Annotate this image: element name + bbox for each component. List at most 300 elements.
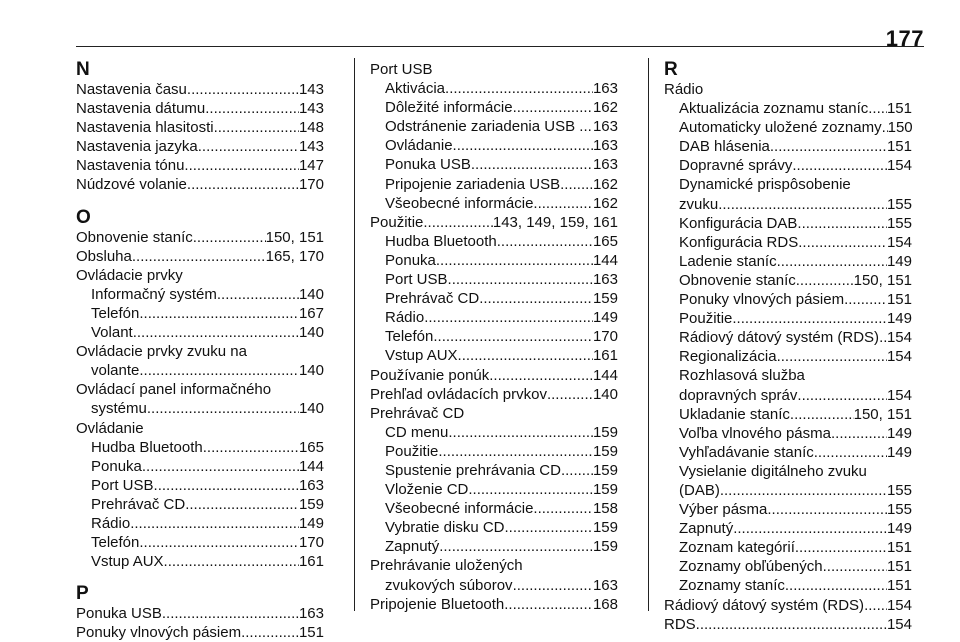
dot-leader (696, 615, 887, 634)
index-entry-page: 159 (592, 442, 618, 460)
index-entry (370, 308, 618, 327)
index-entry-page: 148 (298, 119, 324, 137)
column-divider (354, 58, 355, 611)
index-entry-page: 154 (886, 157, 912, 175)
index-entry-page: 143 (298, 138, 324, 156)
dot-leader (139, 361, 299, 380)
index-section-letter: O (76, 206, 91, 228)
index-entry-term: Konfigurácia DAB (679, 214, 798, 232)
index-entry (76, 514, 324, 533)
index-entry-page: 163 (592, 156, 618, 174)
index-entry (76, 495, 324, 514)
dot-leader (505, 518, 593, 537)
index-heading: Vysielanie digitálneho zvuku (679, 462, 867, 480)
index-entry-term: Voľba vlnového pásma (679, 424, 831, 442)
index-entry-page: 167 (298, 304, 324, 322)
index-entry-page: 165 (298, 438, 324, 456)
column-divider (648, 58, 649, 611)
dot-leader (720, 481, 887, 500)
index-entry-page: 162 (592, 99, 618, 117)
index-entry-term: Aktivácia (385, 80, 446, 98)
index-entry-term: Rádio (385, 309, 425, 327)
index-entry-term: zvukových súborov (385, 576, 513, 594)
index-entry (370, 175, 618, 194)
index-heading: Ovládacie prvky zvuku na (76, 343, 247, 361)
index-entry-term: Všeobecné informácie (385, 500, 534, 518)
index-entry (76, 156, 324, 175)
index-entry (664, 99, 912, 118)
index-heading: Dynamické prispôsobenie (679, 176, 851, 194)
index-entry-term: Pripojenie zariadenia USB (385, 175, 561, 193)
dot-leader (439, 537, 593, 556)
index-entry (370, 136, 618, 155)
index-heading: Rozhlasová služba (679, 367, 805, 385)
index-entry-page: 151 (886, 138, 912, 156)
dot-leader (797, 214, 887, 233)
index-heading: Port USB (370, 61, 433, 78)
index-heading: Ovládanie (76, 419, 144, 437)
index-entry-page: 154 (886, 348, 912, 366)
index-entry-page: 149 (886, 520, 912, 538)
index-entry (664, 519, 912, 538)
index-entry (664, 538, 912, 557)
index-entry (370, 79, 618, 98)
index-entry (76, 623, 324, 642)
index-entry-page: 154 (886, 329, 912, 347)
index-entry-term: Dopravné správy (679, 157, 793, 175)
index-entry (76, 99, 324, 118)
index-entry-page: 168 (592, 595, 618, 613)
index-entry (76, 228, 324, 247)
index-entry-page: 170 (592, 328, 618, 346)
dot-leader (767, 500, 887, 519)
index-entry (76, 175, 324, 194)
index-column-2 (370, 60, 618, 614)
index-heading: Prehrávanie uložených (370, 557, 523, 575)
index-entry-page: 149 (886, 310, 912, 328)
index-section-letter: P (76, 583, 89, 605)
index-entry (664, 405, 912, 424)
index-entry-term: Pripojenie Bluetooth (370, 595, 505, 613)
dot-leader (453, 136, 593, 155)
index-entry-page: 159 (592, 423, 618, 441)
index-entry-term: Ponuka USB (76, 605, 162, 623)
index-entry (370, 385, 618, 404)
dot-leader (139, 533, 299, 552)
index-entry-page: 151 (886, 291, 912, 309)
dot-leader (187, 80, 299, 99)
index-entry-term: Spustenie prehrávania CD (385, 461, 561, 479)
index-entry (664, 309, 912, 328)
dot-leader (445, 79, 593, 98)
index-entry-term: Port USB (385, 271, 448, 289)
index-entry-term: Ovládanie (385, 137, 453, 155)
index-entry-term: Rádio (91, 514, 131, 532)
dot-leader (718, 195, 887, 214)
index-entry-page: 143, 149, 159, 161 (492, 213, 618, 231)
index-entry-page: 163 (592, 576, 618, 594)
index-entry-page: 150 (887, 119, 913, 137)
dot-leader (433, 327, 593, 346)
index-entry-term: Zapnutý (385, 538, 440, 556)
index-entry-term: Ponuky vlnových pásiem (679, 291, 845, 309)
index-entry-term: Vybratie disku CD (385, 519, 505, 537)
dot-leader (489, 366, 593, 385)
index-entry-term: Obsluha (76, 247, 132, 265)
index-entry-term: Vyhľadávanie staníc (679, 443, 814, 461)
index-entry-page: 149 (886, 252, 912, 270)
dot-leader (133, 323, 299, 342)
dot-leader (468, 480, 593, 499)
dot-leader (130, 514, 299, 533)
dot-leader (214, 118, 299, 137)
index-entry-term: Telefón (91, 534, 140, 552)
index-entry-term: Telefón (385, 328, 434, 346)
index-entry-term: Aktualizácia zoznamu staníc (679, 100, 869, 118)
index-entry-term: zvuku (679, 195, 719, 213)
dot-leader (560, 175, 593, 194)
dot-leader (561, 461, 593, 480)
dot-leader (868, 99, 887, 118)
index-entry-page: 161 (298, 553, 324, 571)
dot-leader (187, 175, 299, 194)
index-heading: Prehrávač CD (370, 404, 465, 422)
index-entry-term: Núdzové volanie (76, 176, 187, 194)
dot-leader (785, 576, 887, 595)
index-heading: Rádio (664, 81, 704, 98)
index-entry-page: 154 (886, 615, 912, 633)
index-entry (664, 500, 912, 519)
index-entry-page: 144 (592, 366, 618, 384)
index-entry-term: Ukladanie staníc (679, 405, 790, 423)
dot-leader (448, 270, 593, 289)
index-entry (370, 423, 618, 442)
dot-leader (770, 137, 887, 156)
index-entry (76, 438, 324, 457)
index-entry-page: 159 (592, 461, 618, 479)
index-entry-term: Vloženie CD (385, 481, 469, 499)
index-entry-page: 154 (886, 233, 912, 251)
index-entry (76, 533, 324, 552)
index-entry-page: 158 (592, 500, 618, 518)
index-entry (76, 361, 324, 380)
dot-leader (132, 247, 266, 266)
dot-leader (436, 251, 593, 270)
index-entry-page: 151 (886, 100, 912, 118)
index-entry-page: 154 (886, 596, 912, 614)
index-entry-term: Zoznam kategórií (679, 539, 795, 557)
dot-leader (814, 443, 887, 462)
index-entry-term: Ponuka (385, 251, 436, 269)
dot-leader (497, 232, 593, 251)
dot-leader (547, 385, 593, 404)
dot-leader (471, 155, 593, 174)
index-entry-term: Použitie (370, 213, 424, 231)
page-number: 177 (885, 26, 924, 51)
index-entry (76, 323, 324, 342)
dot-leader (798, 233, 887, 252)
index-entry-term: Ponuky vlnových pásiem (76, 624, 242, 642)
index-entry-page: 147 (298, 157, 324, 175)
index-entry-term: Prehľad ovládacích prvkov (370, 385, 547, 403)
index-entry-term: Nastavenia tónu (76, 157, 185, 175)
index-entry-term: Rádiový dátový systém (RDS) (664, 596, 865, 614)
index-entry-term: Hudba Bluetooth (385, 232, 497, 250)
index-entry (76, 476, 324, 495)
index-entry (370, 251, 618, 270)
index-entry-term: Používanie ponúk (370, 366, 490, 384)
index-entry-term: Nastavenia dátumu (76, 100, 206, 118)
index-entry-term: Vstup AUX (385, 347, 458, 365)
index-entry-term: Volant (91, 324, 133, 342)
index-entry-term: Telefón (91, 304, 140, 322)
index-entry-page: 149 (886, 424, 912, 442)
index-entry (370, 289, 618, 308)
index-entry (664, 481, 912, 500)
index-entry-page: 150, 151 (265, 228, 324, 246)
index-entry (664, 615, 912, 634)
index-entry-page: 163 (592, 271, 618, 289)
index-entry (664, 596, 912, 615)
index-entry-term: Použitie (679, 310, 733, 328)
index-entry-term: dopravných správ (679, 386, 798, 404)
index-entry-term: Vstup AUX (91, 553, 164, 571)
index-entry-term: Hudba Bluetooth (91, 438, 203, 456)
index-heading: Ovládací panel informačného (76, 381, 272, 399)
index-entry-term: Prehrávač CD (385, 290, 480, 308)
index-entry-page: 144 (592, 251, 618, 269)
index-entry-page: 140 (298, 362, 324, 380)
dot-leader (823, 557, 887, 576)
dot-leader (448, 423, 593, 442)
header-rule (76, 46, 924, 47)
index-entry-term: CD menu (385, 423, 449, 441)
index-entry-term: Ladenie staníc (679, 252, 777, 270)
index-entry-term: Ponuka (91, 457, 142, 475)
dot-leader (217, 285, 299, 304)
dot-leader (164, 552, 299, 571)
index-entry-term: (DAB) (679, 481, 720, 499)
index-entry-page: 159 (592, 538, 618, 556)
index-entry-term: Dôležité informácie (385, 99, 513, 117)
index-entry-term: Použitie (385, 442, 439, 460)
dot-leader (733, 519, 887, 538)
index-entry-term: volante (91, 362, 140, 380)
index-entry-page: 149 (592, 309, 618, 327)
dot-leader (513, 98, 593, 117)
index-entry-page: 143 (298, 81, 324, 98)
index-entry (664, 424, 912, 443)
dot-leader (139, 304, 299, 323)
index-entry (76, 552, 324, 571)
index-entry (370, 480, 618, 499)
index-entry-page: 150, 151 (853, 405, 912, 423)
index-section-letter: R (664, 59, 678, 80)
dot-leader (424, 308, 593, 327)
index-heading: Ovládacie prvky (76, 266, 183, 284)
index-entry (370, 213, 618, 232)
index-entry-page: 159 (298, 495, 324, 513)
index-entry-page: 151 (886, 577, 912, 595)
index-entry (664, 347, 912, 366)
index-entry-term: Zoznamy obľúbených (679, 558, 823, 576)
index-entry (664, 214, 912, 233)
index-entry-term: Ponuka USB (385, 156, 471, 174)
index-entry (76, 399, 324, 418)
index-entry-term: Nastavenia jazyka (76, 138, 198, 156)
dot-leader (792, 156, 887, 175)
dot-leader (147, 399, 299, 418)
index-entry (664, 557, 912, 576)
index-entry (370, 346, 618, 365)
index-entry (370, 155, 618, 174)
index-entry-page: 151 (298, 624, 324, 642)
dot-leader (777, 252, 887, 271)
index-entry (370, 327, 618, 346)
dot-leader (241, 623, 299, 642)
dot-leader (479, 289, 593, 308)
dot-leader (423, 213, 493, 232)
dot-leader (583, 117, 593, 136)
index-entry-term: Zapnutý (679, 520, 734, 538)
index-entry (664, 328, 912, 347)
index-entry-term: RDS (664, 615, 696, 633)
index-entry-page: 149 (886, 443, 912, 461)
index-entry-page: 140 (298, 324, 324, 342)
index-entry-term: Prehrávač CD (91, 495, 186, 513)
index-section-letter: N (76, 59, 90, 80)
index-entry-term: Rádiový dátový systém (RDS) (679, 329, 880, 347)
index-entry-term: Obnovenie staníc (76, 228, 193, 246)
index-entry-page: 170 (298, 534, 324, 552)
index-entry-page: 163 (592, 80, 618, 98)
index-entry-term: systému (91, 400, 147, 418)
dot-leader (533, 194, 593, 213)
index-entry-page: 165 (592, 232, 618, 250)
index-entry (76, 118, 324, 137)
index-entry (664, 137, 912, 156)
dot-leader (185, 495, 299, 514)
dot-leader (205, 99, 299, 118)
index-entry-page: 162 (592, 194, 618, 212)
index-entry-page: 162 (592, 175, 618, 193)
index-column-3 (664, 60, 912, 634)
index-entry-page: 150, 151 (853, 271, 912, 289)
index-entry (370, 595, 618, 614)
index-entry (370, 117, 618, 136)
index-entry-term: Zoznamy staníc (679, 577, 785, 595)
index-entry-page: 155 (886, 214, 912, 232)
index-entry (664, 290, 912, 309)
index-entry-term: Nastavenia hlasitosti (76, 119, 214, 137)
index-entry (664, 443, 912, 462)
index-entry-page: 151 (886, 539, 912, 557)
index-entry-page: 149 (298, 514, 324, 532)
index-entry (76, 137, 324, 156)
index-entry-page: 140 (592, 385, 618, 403)
index-entry-term: Informačný systém (91, 285, 217, 303)
dot-leader (162, 604, 299, 623)
index-entry (370, 442, 618, 461)
index-entry (76, 304, 324, 323)
index-entry (370, 366, 618, 385)
index-entry (664, 252, 912, 271)
index-entry (370, 537, 618, 556)
index-entry-term: Konfigurácia RDS (679, 233, 799, 251)
dot-leader (154, 476, 299, 495)
index-entry-page: 143 (298, 100, 324, 118)
index-entry-term: Výber pásma (679, 501, 768, 519)
dot-leader (864, 596, 887, 615)
index-entry (76, 247, 324, 266)
index-entry (664, 195, 912, 214)
dot-leader (198, 137, 299, 156)
index-entry-page: 159 (592, 519, 618, 537)
dot-leader (193, 228, 266, 247)
index-entry-page: 155 (886, 501, 912, 519)
index-entry (664, 386, 912, 405)
index-entry (76, 80, 324, 99)
index-entry-term: Port USB (91, 476, 154, 494)
index-entry (370, 499, 618, 518)
index-entry-page: 170 (298, 176, 324, 194)
dot-leader (797, 386, 887, 405)
index-entry-page: 163 (298, 605, 324, 623)
dot-leader (533, 499, 593, 518)
dot-leader (458, 346, 593, 365)
index-entry-term: Automaticky uložené zoznamy (679, 119, 882, 137)
index-entry (370, 576, 618, 595)
index-entry-page: 154 (886, 386, 912, 404)
dot-leader (438, 442, 593, 461)
dot-leader (184, 156, 299, 175)
index-entry (664, 118, 912, 137)
dot-leader (777, 347, 887, 366)
index-entry-term: Regionalizácia (679, 348, 777, 366)
index-entry (664, 156, 912, 175)
dot-leader (732, 309, 887, 328)
index-entry (664, 576, 912, 595)
dot-leader (203, 438, 299, 457)
index-entry (370, 194, 618, 213)
index-entry-page: 155 (886, 481, 912, 499)
index-entry-page: 159 (592, 481, 618, 499)
index-entry (664, 233, 912, 252)
index-entry-page: 163 (298, 476, 324, 494)
dot-leader (844, 290, 887, 309)
index-entry-term: Obnovenie staníc (679, 271, 796, 289)
index-entry (76, 285, 324, 304)
index-entry (370, 98, 618, 117)
index-entry (76, 604, 324, 623)
dot-leader (504, 595, 593, 614)
dot-leader (831, 424, 887, 443)
index-entry (370, 461, 618, 480)
index-entry-page: 155 (886, 195, 912, 213)
dot-leader (796, 271, 854, 290)
index-entry-page: 163 (592, 137, 618, 155)
index-entry-page: 140 (298, 400, 324, 418)
index-entry-page: 151 (886, 558, 912, 576)
dot-leader (795, 538, 887, 557)
index-entry (76, 457, 324, 476)
index-entry-page: 163 (592, 118, 618, 136)
dot-leader (142, 457, 299, 476)
index-entry-page: 159 (592, 290, 618, 308)
index-entry (664, 271, 912, 290)
index-entry-term: Všeobecné informácie (385, 194, 534, 212)
index-entry-term: Odstránenie zariadenia USB . (385, 118, 584, 136)
